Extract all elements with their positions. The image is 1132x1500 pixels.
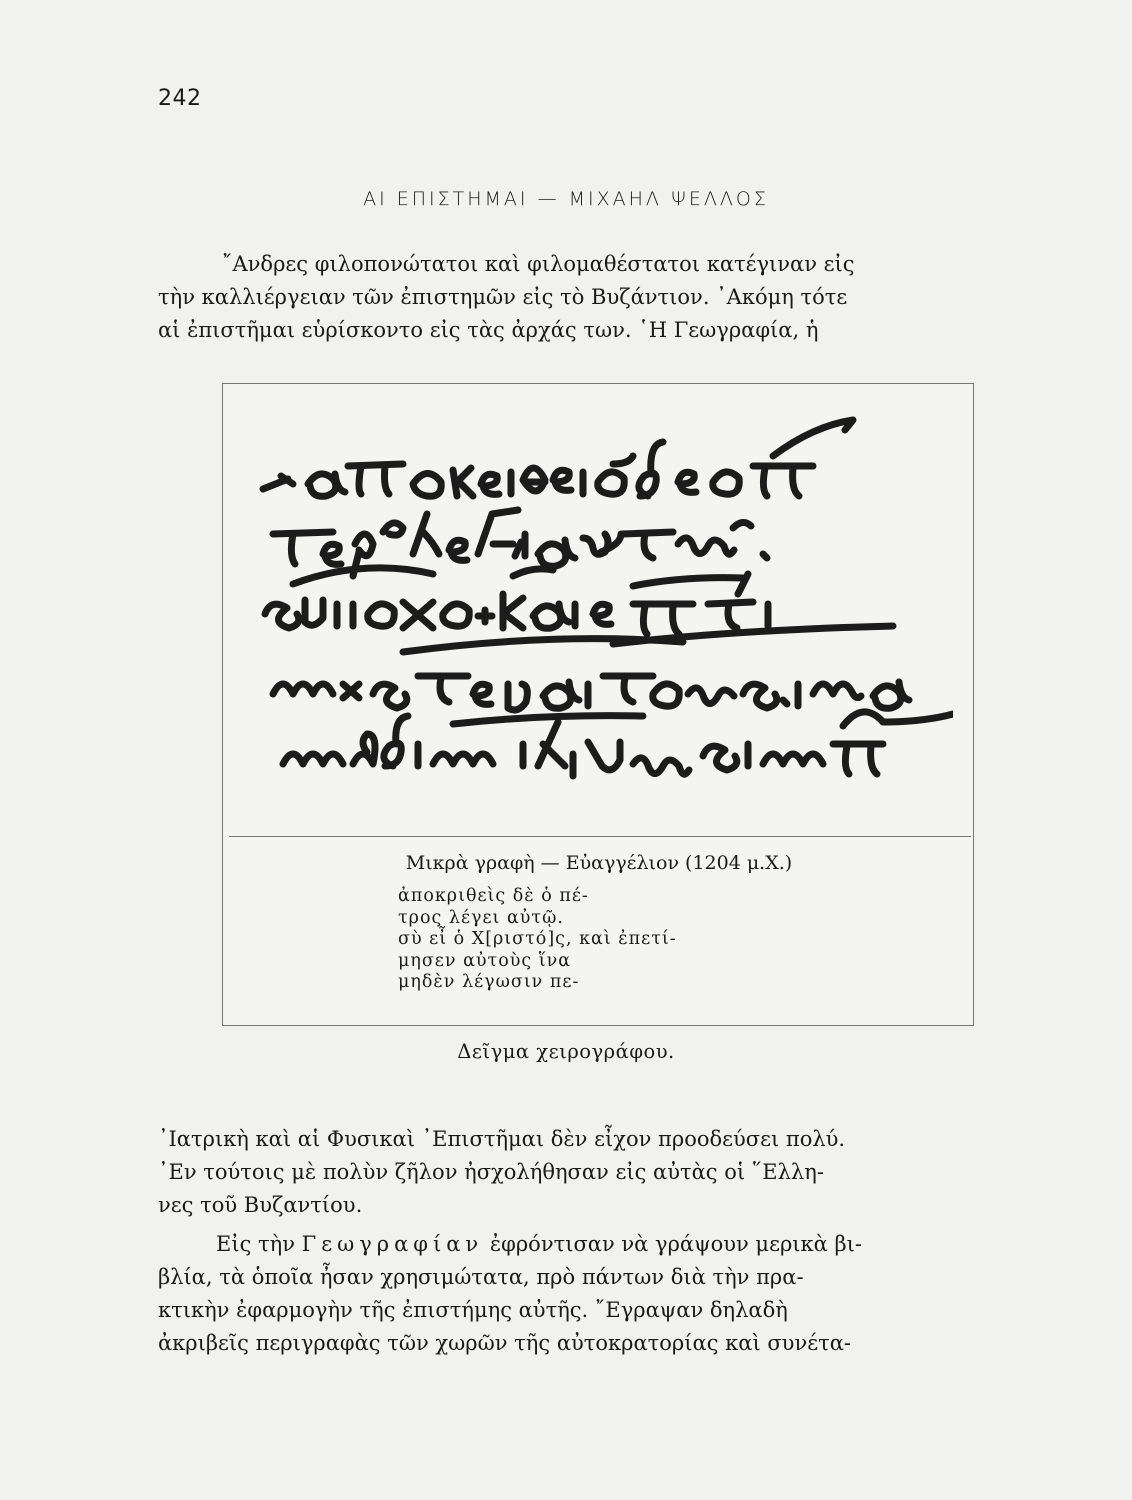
text-line: ῎Ανδρες φιλοπονώτατοι καὶ φιλομαθέστατοι κατέγιναν εἰς [222, 252, 855, 276]
text-line [158, 1228, 1050, 1261]
figure-caption-title: Μικρὰ γραφὴ — Εὐαγγέλιον (1204 μ.Χ.) [405, 852, 793, 874]
transcription-line: μηδὲν λέγωσιν πε- [398, 972, 580, 992]
manuscript-figure [222, 383, 974, 1026]
text-line: βλία, τὰ ὁποῖα ἦσαν χρησιμώτατα, πρὸ πάντων διὰ τὴν πρα- [158, 1265, 804, 1289]
transcription-line: ἀποκριθεὶς δὲ ὁ πέ- [398, 886, 589, 906]
transcription-line: μησεν αὐτοὺς ἵνα [398, 950, 572, 971]
figure-divider [229, 836, 971, 837]
running-head: ΑΙ ΕΠΙΣΤΗΜΑΙ — ΜΙΧΑΗΛ ΨΕΛΛΟΣ [363, 188, 769, 210]
text-run: Εἰς τὴν [216, 1232, 302, 1256]
page-number: 242 [158, 86, 202, 111]
paragraph-sciences [158, 1123, 1050, 1222]
text-line: κτικὴν ἐφαρμογὴν τῆς ἐπιστήμης αὐτῆς. ῎Εγραψαν δηλαδὴ [158, 1298, 788, 1322]
text-line: ᾿Ιατρικὴ καὶ αἱ Φυσικαὶ ᾿Επιστῆμαι δὲν εἶχον προοδεύσει πολύ. [158, 1127, 846, 1151]
manuscript-transcription [398, 886, 677, 994]
text-run: ἐφρόντισαν νὰ γράψουν μερικὰ βι- [483, 1232, 862, 1256]
text-line: ἀκριβεῖς περιγραφὰς τῶν χωρῶν τῆς αὐτοκρατορίας καὶ συνέτα- [158, 1331, 851, 1355]
transcription-line: σὺ εἶ ὁ Χ[ριστό]ς, καὶ ἐπετί- [398, 929, 677, 949]
text-line: αἱ ἐπιστῆμαι εὑρίσκοντο εἰς τὰς ἀρχάς των. ῾Η Γεωγραφία, ἡ [158, 318, 819, 342]
text-line: νες τοῦ Βυζαντίου. [158, 1193, 363, 1217]
paragraph-geography [158, 1228, 1050, 1360]
emphasized-word: Γεωγραφίαν [301, 1232, 484, 1256]
manuscript-image [253, 404, 953, 834]
figure-caption: Δεῖγμα χειρογράφου. [457, 1040, 675, 1063]
text-line: τὴν καλλιέργειαν τῶν ἐπιστημῶν εἰς τὸ Βυζάντιον. ᾿Ακόμη τότε [158, 285, 848, 309]
text-line: ᾿Εν τούτοις μὲ πολὺν ζῆλον ἠσχολήθησαν εἰς αὐτὰς οἱ ῞Ελλη- [158, 1160, 824, 1184]
paragraph-intro [158, 248, 1050, 347]
transcription-line: τρος λέγει αὐτῷ. [398, 907, 564, 928]
